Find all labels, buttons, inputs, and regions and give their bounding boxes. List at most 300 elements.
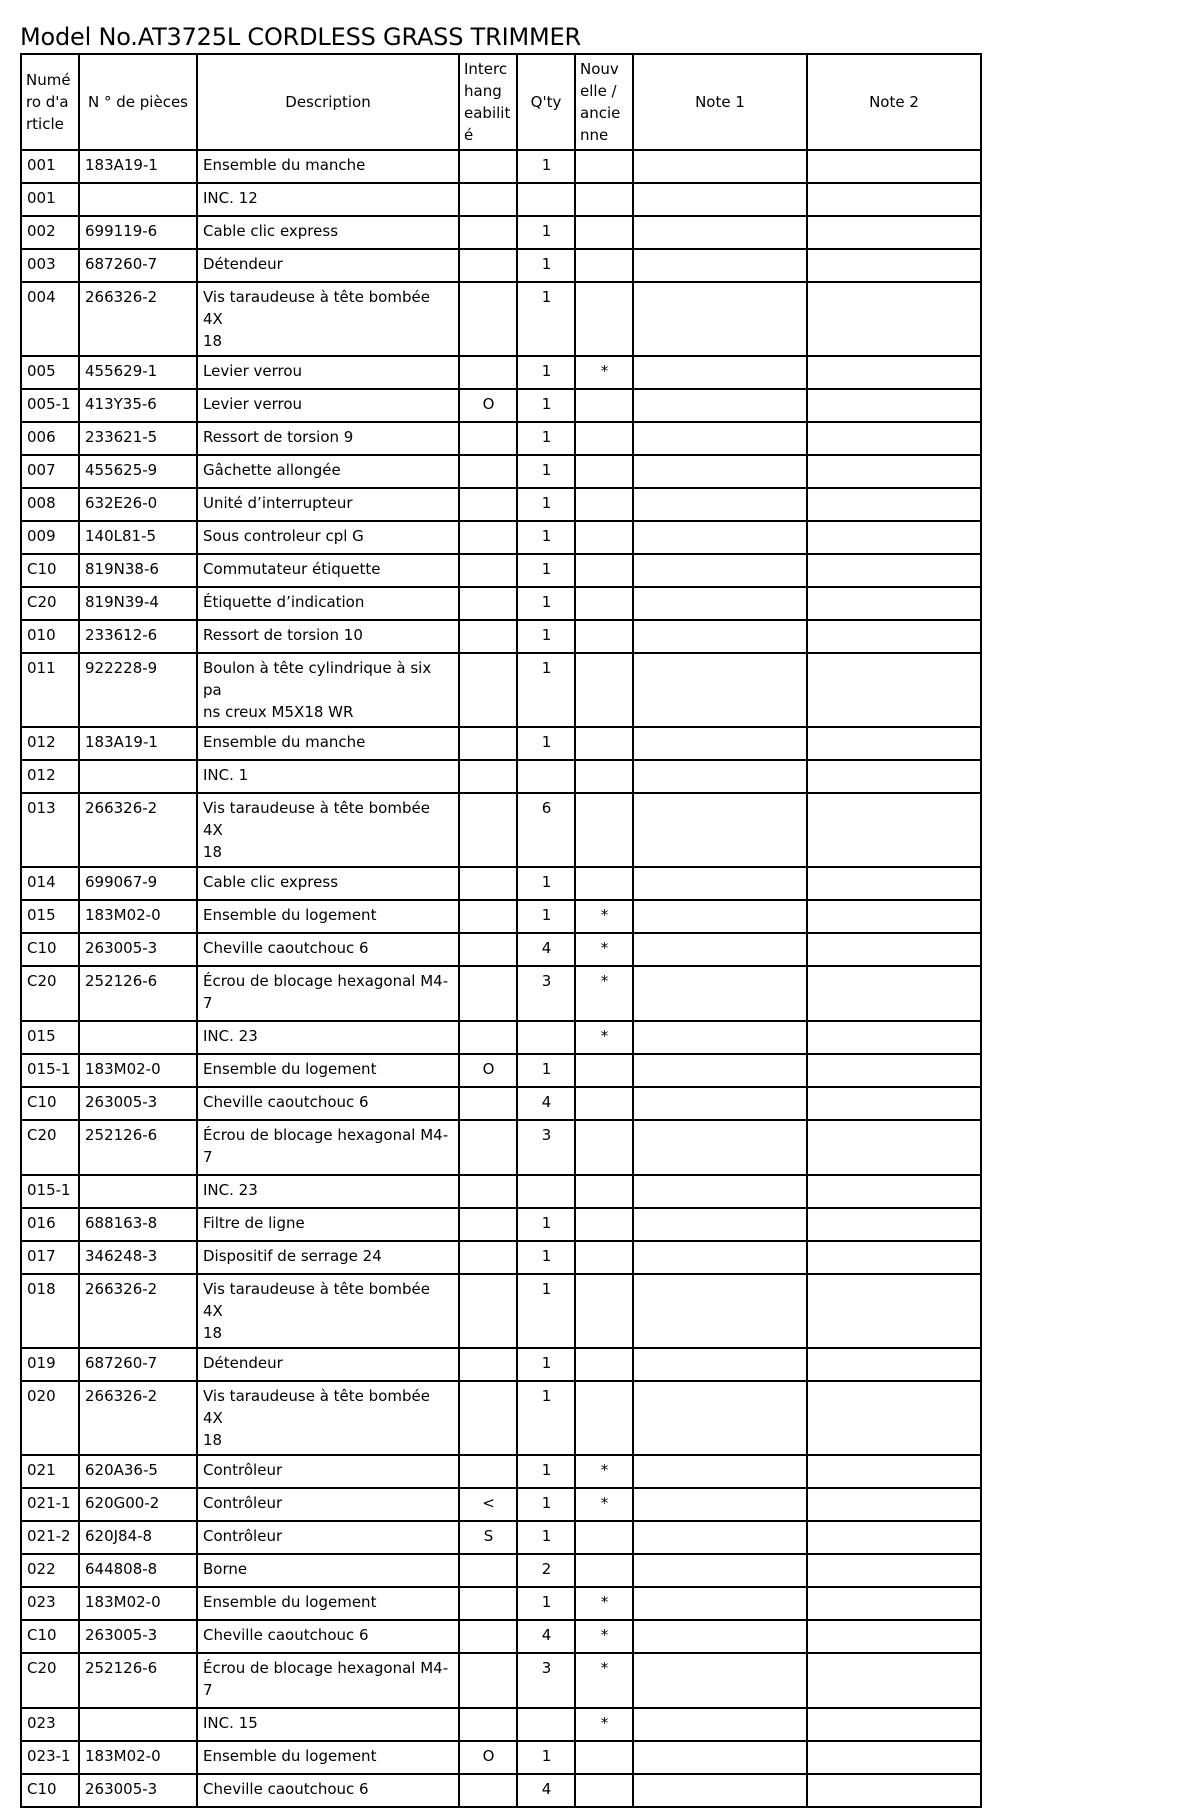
cell-note-1 bbox=[633, 1455, 807, 1488]
cell-item-no: 022 bbox=[21, 1554, 79, 1587]
cell-description: Dispositif de serrage 24 bbox=[197, 1241, 459, 1274]
cell-note-2 bbox=[807, 1381, 981, 1455]
table-row bbox=[21, 1521, 981, 1554]
cell-interchangeability bbox=[459, 1708, 517, 1741]
cell-part-no: 346248-3 bbox=[79, 1241, 197, 1274]
page-title: Model No.AT3725L CORDLESS GRASS TRIMMER bbox=[20, 23, 581, 51]
cell-qty: 3 bbox=[517, 1653, 575, 1708]
cell-qty: 1 bbox=[517, 1241, 575, 1274]
cell-part-no: 233612-6 bbox=[79, 620, 197, 653]
cell-new-old bbox=[575, 1087, 633, 1120]
cell-new-old bbox=[575, 1175, 633, 1208]
header-qty: Q'ty bbox=[517, 54, 575, 150]
cell-interchangeability bbox=[459, 867, 517, 900]
table-row bbox=[21, 1653, 981, 1708]
cell-note-1 bbox=[633, 488, 807, 521]
table-row bbox=[21, 554, 981, 587]
cell-description: Écrou de blocage hexagonal M4- 7 bbox=[197, 966, 459, 1021]
cell-note-1 bbox=[633, 249, 807, 282]
table-row bbox=[21, 653, 981, 727]
table-row bbox=[21, 1620, 981, 1653]
cell-description: Vis taraudeuse à tête bombée 4X 18 bbox=[197, 1381, 459, 1455]
cell-description: INC. 23 bbox=[197, 1175, 459, 1208]
cell-new-old bbox=[575, 760, 633, 793]
cell-item-no: C10 bbox=[21, 1620, 79, 1653]
cell-description: Unité d’interrupteur bbox=[197, 488, 459, 521]
cell-item-no: 016 bbox=[21, 1208, 79, 1241]
cell-item-no: C20 bbox=[21, 587, 79, 620]
cell-note-2 bbox=[807, 282, 981, 356]
cell-interchangeability: O bbox=[459, 389, 517, 422]
cell-new-old: * bbox=[575, 1488, 633, 1521]
cell-description: Vis taraudeuse à tête bombée 4X 18 bbox=[197, 282, 459, 356]
cell-description: INC. 15 bbox=[197, 1708, 459, 1741]
cell-interchangeability bbox=[459, 1554, 517, 1587]
cell-item-no: 010 bbox=[21, 620, 79, 653]
cell-note-2 bbox=[807, 1587, 981, 1620]
cell-note-1 bbox=[633, 1274, 807, 1348]
cell-new-old: * bbox=[575, 900, 633, 933]
cell-note-2 bbox=[807, 249, 981, 282]
cell-qty: 1 bbox=[517, 727, 575, 760]
cell-item-no: 012 bbox=[21, 760, 79, 793]
cell-note-2 bbox=[807, 1175, 981, 1208]
cell-new-old bbox=[575, 1241, 633, 1274]
cell-note-1 bbox=[633, 727, 807, 760]
cell-part-no bbox=[79, 1175, 197, 1208]
cell-qty: 1 bbox=[517, 422, 575, 455]
cell-note-1 bbox=[633, 867, 807, 900]
cell-new-old bbox=[575, 150, 633, 183]
cell-note-2 bbox=[807, 1488, 981, 1521]
table-row bbox=[21, 867, 981, 900]
cell-part-no: 922228-9 bbox=[79, 653, 197, 727]
header-note-1: Note 1 bbox=[633, 54, 807, 150]
cell-item-no: 023 bbox=[21, 1587, 79, 1620]
cell-note-1 bbox=[633, 389, 807, 422]
table-row bbox=[21, 760, 981, 793]
cell-item-no: 019 bbox=[21, 1348, 79, 1381]
cell-part-no: 233621-5 bbox=[79, 422, 197, 455]
header-item-no: Numé ro d'a rticle bbox=[21, 54, 79, 150]
cell-item-no: C20 bbox=[21, 966, 79, 1021]
cell-item-no: 017 bbox=[21, 1241, 79, 1274]
cell-note-1 bbox=[633, 150, 807, 183]
cell-note-1 bbox=[633, 966, 807, 1021]
cell-note-1 bbox=[633, 1054, 807, 1087]
cell-part-no: 620G00-2 bbox=[79, 1488, 197, 1521]
header-interchangeability: Interc hang eabilit é bbox=[459, 54, 517, 150]
cell-qty: 1 bbox=[517, 653, 575, 727]
cell-note-1 bbox=[633, 1741, 807, 1774]
cell-qty: 1 bbox=[517, 455, 575, 488]
cell-note-2 bbox=[807, 422, 981, 455]
cell-new-old: * bbox=[575, 356, 633, 389]
cell-note-2 bbox=[807, 216, 981, 249]
cell-item-no: 023 bbox=[21, 1708, 79, 1741]
cell-description: Ensemble du manche bbox=[197, 150, 459, 183]
cell-note-2 bbox=[807, 1741, 981, 1774]
cell-part-no: 140L81-5 bbox=[79, 521, 197, 554]
cell-part-no bbox=[79, 1708, 197, 1741]
cell-interchangeability bbox=[459, 554, 517, 587]
cell-part-no: 252126-6 bbox=[79, 1653, 197, 1708]
cell-note-1 bbox=[633, 455, 807, 488]
cell-note-1 bbox=[633, 1521, 807, 1554]
cell-note-1 bbox=[633, 521, 807, 554]
cell-description: Ensemble du manche bbox=[197, 727, 459, 760]
cell-part-no: 263005-3 bbox=[79, 1087, 197, 1120]
cell-interchangeability bbox=[459, 727, 517, 760]
cell-interchangeability bbox=[459, 183, 517, 216]
cell-note-2 bbox=[807, 760, 981, 793]
cell-item-no: 014 bbox=[21, 867, 79, 900]
cell-note-1 bbox=[633, 1087, 807, 1120]
cell-description: Ensemble du logement bbox=[197, 1741, 459, 1774]
cell-item-no: 004 bbox=[21, 282, 79, 356]
cell-interchangeability bbox=[459, 1620, 517, 1653]
cell-description: Ressort de torsion 10 bbox=[197, 620, 459, 653]
cell-new-old: * bbox=[575, 1653, 633, 1708]
cell-new-old bbox=[575, 1521, 633, 1554]
cell-note-1 bbox=[633, 422, 807, 455]
table-row bbox=[21, 1274, 981, 1348]
cell-description: INC. 12 bbox=[197, 183, 459, 216]
cell-note-1 bbox=[633, 1653, 807, 1708]
cell-note-2 bbox=[807, 554, 981, 587]
cell-new-old bbox=[575, 488, 633, 521]
cell-note-1 bbox=[633, 653, 807, 727]
table-row bbox=[21, 356, 981, 389]
cell-qty bbox=[517, 183, 575, 216]
cell-description: Levier verrou bbox=[197, 389, 459, 422]
cell-qty: 1 bbox=[517, 1587, 575, 1620]
cell-new-old bbox=[575, 249, 633, 282]
cell-description: Cable clic express bbox=[197, 216, 459, 249]
cell-item-no: 005-1 bbox=[21, 389, 79, 422]
cell-note-1 bbox=[633, 216, 807, 249]
cell-note-2 bbox=[807, 356, 981, 389]
cell-description: Contrôleur bbox=[197, 1488, 459, 1521]
cell-qty: 4 bbox=[517, 1774, 575, 1807]
table-row bbox=[21, 521, 981, 554]
cell-part-no: 266326-2 bbox=[79, 282, 197, 356]
cell-description: Vis taraudeuse à tête bombée 4X 18 bbox=[197, 1274, 459, 1348]
cell-note-2 bbox=[807, 1348, 981, 1381]
table-row bbox=[21, 1208, 981, 1241]
cell-note-2 bbox=[807, 1521, 981, 1554]
cell-note-2 bbox=[807, 1554, 981, 1587]
cell-item-no: 003 bbox=[21, 249, 79, 282]
table-row bbox=[21, 216, 981, 249]
cell-item-no: C10 bbox=[21, 933, 79, 966]
cell-note-1 bbox=[633, 1620, 807, 1653]
cell-description: Détendeur bbox=[197, 249, 459, 282]
cell-note-2 bbox=[807, 1054, 981, 1087]
cell-interchangeability bbox=[459, 1175, 517, 1208]
cell-part-no: 699119-6 bbox=[79, 216, 197, 249]
cell-note-2 bbox=[807, 1653, 981, 1708]
cell-part-no: 183M02-0 bbox=[79, 900, 197, 933]
cell-item-no: 015-1 bbox=[21, 1054, 79, 1087]
cell-new-old bbox=[575, 1381, 633, 1455]
cell-part-no: 263005-3 bbox=[79, 933, 197, 966]
cell-new-old bbox=[575, 521, 633, 554]
table-row bbox=[21, 620, 981, 653]
cell-interchangeability bbox=[459, 282, 517, 356]
cell-qty: 1 bbox=[517, 356, 575, 389]
cell-qty bbox=[517, 760, 575, 793]
table-row bbox=[21, 249, 981, 282]
cell-new-old bbox=[575, 1774, 633, 1807]
table-row bbox=[21, 422, 981, 455]
table-row bbox=[21, 1021, 981, 1054]
cell-new-old: * bbox=[575, 933, 633, 966]
cell-new-old bbox=[575, 1554, 633, 1587]
cell-interchangeability bbox=[459, 488, 517, 521]
cell-qty bbox=[517, 1708, 575, 1741]
cell-description: Étiquette d’indication bbox=[197, 587, 459, 620]
cell-part-no: 413Y35-6 bbox=[79, 389, 197, 422]
cell-note-1 bbox=[633, 1381, 807, 1455]
cell-qty: 1 bbox=[517, 554, 575, 587]
cell-part-no: 266326-2 bbox=[79, 793, 197, 867]
cell-description: Commutateur étiquette bbox=[197, 554, 459, 587]
table-row bbox=[21, 1120, 981, 1175]
cell-new-old: * bbox=[575, 1455, 633, 1488]
header-description: Description bbox=[197, 54, 459, 150]
cell-part-no: 687260-7 bbox=[79, 1348, 197, 1381]
cell-interchangeability bbox=[459, 455, 517, 488]
cell-new-old bbox=[575, 455, 633, 488]
cell-interchangeability bbox=[459, 1381, 517, 1455]
cell-note-2 bbox=[807, 488, 981, 521]
cell-interchangeability bbox=[459, 653, 517, 727]
cell-part-no: 699067-9 bbox=[79, 867, 197, 900]
cell-qty: 1 bbox=[517, 1455, 575, 1488]
cell-item-no: 007 bbox=[21, 455, 79, 488]
cell-note-2 bbox=[807, 900, 981, 933]
cell-note-1 bbox=[633, 620, 807, 653]
cell-note-1 bbox=[633, 1587, 807, 1620]
table-row bbox=[21, 455, 981, 488]
cell-note-1 bbox=[633, 183, 807, 216]
cell-qty: 1 bbox=[517, 1208, 575, 1241]
cell-item-no: 015 bbox=[21, 900, 79, 933]
cell-item-no: 009 bbox=[21, 521, 79, 554]
table-row bbox=[21, 793, 981, 867]
cell-new-old bbox=[575, 1120, 633, 1175]
cell-qty bbox=[517, 1021, 575, 1054]
cell-note-1 bbox=[633, 282, 807, 356]
cell-part-no: 263005-3 bbox=[79, 1774, 197, 1807]
cell-part-no bbox=[79, 183, 197, 216]
cell-part-no: 183A19-1 bbox=[79, 150, 197, 183]
cell-item-no: C10 bbox=[21, 554, 79, 587]
cell-new-old bbox=[575, 554, 633, 587]
table-row bbox=[21, 1087, 981, 1120]
cell-qty: 1 bbox=[517, 620, 575, 653]
cell-qty: 1 bbox=[517, 150, 575, 183]
cell-interchangeability bbox=[459, 966, 517, 1021]
cell-note-1 bbox=[633, 1021, 807, 1054]
cell-item-no: 023-1 bbox=[21, 1741, 79, 1774]
cell-qty: 6 bbox=[517, 793, 575, 867]
cell-interchangeability bbox=[459, 1087, 517, 1120]
header-note-2: Note 2 bbox=[807, 54, 981, 150]
cell-qty: 1 bbox=[517, 867, 575, 900]
cell-note-2 bbox=[807, 1087, 981, 1120]
cell-qty: 3 bbox=[517, 1120, 575, 1175]
cell-qty: 1 bbox=[517, 1348, 575, 1381]
cell-item-no: 018 bbox=[21, 1274, 79, 1348]
header-part-no: N ° de pièces bbox=[79, 54, 197, 150]
cell-note-2 bbox=[807, 1120, 981, 1175]
table-row bbox=[21, 966, 981, 1021]
cell-interchangeability bbox=[459, 150, 517, 183]
cell-description: Levier verrou bbox=[197, 356, 459, 389]
cell-new-old: * bbox=[575, 1021, 633, 1054]
cell-note-1 bbox=[633, 900, 807, 933]
cell-interchangeability bbox=[459, 422, 517, 455]
cell-note-1 bbox=[633, 1774, 807, 1807]
cell-note-1 bbox=[633, 793, 807, 867]
cell-part-no: 620J84-8 bbox=[79, 1521, 197, 1554]
cell-description: Cable clic express bbox=[197, 867, 459, 900]
cell-description: Ensemble du logement bbox=[197, 900, 459, 933]
cell-interchangeability bbox=[459, 521, 517, 554]
cell-item-no: 001 bbox=[21, 150, 79, 183]
parts-table bbox=[20, 53, 982, 1808]
cell-note-2 bbox=[807, 1774, 981, 1807]
cell-part-no: 183M02-0 bbox=[79, 1587, 197, 1620]
cell-interchangeability bbox=[459, 1348, 517, 1381]
cell-item-no: 021-1 bbox=[21, 1488, 79, 1521]
cell-note-2 bbox=[807, 620, 981, 653]
table-row bbox=[21, 900, 981, 933]
cell-qty: 4 bbox=[517, 933, 575, 966]
cell-part-no: 644808-8 bbox=[79, 1554, 197, 1587]
cell-interchangeability bbox=[459, 1208, 517, 1241]
cell-item-no: 015 bbox=[21, 1021, 79, 1054]
cell-qty: 1 bbox=[517, 249, 575, 282]
cell-part-no: 620A36-5 bbox=[79, 1455, 197, 1488]
table-row bbox=[21, 933, 981, 966]
cell-description: Cheville caoutchouc 6 bbox=[197, 933, 459, 966]
cell-description: Ensemble du logement bbox=[197, 1587, 459, 1620]
table-row bbox=[21, 1348, 981, 1381]
header-row bbox=[21, 54, 981, 150]
cell-qty: 1 bbox=[517, 488, 575, 521]
table-row bbox=[21, 587, 981, 620]
cell-item-no: C20 bbox=[21, 1653, 79, 1708]
cell-note-2 bbox=[807, 1455, 981, 1488]
cell-interchangeability bbox=[459, 1587, 517, 1620]
cell-note-1 bbox=[633, 554, 807, 587]
cell-note-2 bbox=[807, 1241, 981, 1274]
cell-interchangeability bbox=[459, 216, 517, 249]
cell-new-old bbox=[575, 216, 633, 249]
cell-note-1 bbox=[633, 1120, 807, 1175]
cell-qty: 2 bbox=[517, 1554, 575, 1587]
cell-item-no: 011 bbox=[21, 653, 79, 727]
cell-interchangeability bbox=[459, 1455, 517, 1488]
cell-note-1 bbox=[633, 1488, 807, 1521]
cell-item-no: 015-1 bbox=[21, 1175, 79, 1208]
cell-item-no: 006 bbox=[21, 422, 79, 455]
table-row bbox=[21, 150, 981, 183]
cell-qty: 1 bbox=[517, 282, 575, 356]
cell-new-old bbox=[575, 653, 633, 727]
cell-qty: 1 bbox=[517, 1488, 575, 1521]
cell-new-old bbox=[575, 1208, 633, 1241]
cell-new-old bbox=[575, 1274, 633, 1348]
cell-qty: 1 bbox=[517, 587, 575, 620]
cell-interchangeability bbox=[459, 1021, 517, 1054]
cell-note-2 bbox=[807, 1208, 981, 1241]
cell-interchangeability bbox=[459, 587, 517, 620]
cell-note-2 bbox=[807, 1620, 981, 1653]
cell-item-no: C10 bbox=[21, 1087, 79, 1120]
cell-description: INC. 1 bbox=[197, 760, 459, 793]
cell-interchangeability bbox=[459, 900, 517, 933]
cell-note-1 bbox=[633, 1241, 807, 1274]
cell-new-old bbox=[575, 793, 633, 867]
cell-new-old bbox=[575, 727, 633, 760]
cell-interchangeability bbox=[459, 356, 517, 389]
table-row bbox=[21, 1241, 981, 1274]
cell-note-2 bbox=[807, 933, 981, 966]
cell-description: Borne bbox=[197, 1554, 459, 1587]
cell-new-old bbox=[575, 183, 633, 216]
cell-part-no: 183A19-1 bbox=[79, 727, 197, 760]
cell-item-no: 021 bbox=[21, 1455, 79, 1488]
cell-note-1 bbox=[633, 1708, 807, 1741]
cell-description: Écrou de blocage hexagonal M4- 7 bbox=[197, 1120, 459, 1175]
cell-note-2 bbox=[807, 1708, 981, 1741]
cell-new-old: * bbox=[575, 1620, 633, 1653]
cell-new-old bbox=[575, 620, 633, 653]
cell-part-no bbox=[79, 1021, 197, 1054]
cell-interchangeability: O bbox=[459, 1054, 517, 1087]
cell-new-old bbox=[575, 282, 633, 356]
cell-note-1 bbox=[633, 1554, 807, 1587]
cell-note-2 bbox=[807, 1274, 981, 1348]
cell-note-2 bbox=[807, 966, 981, 1021]
cell-qty: 1 bbox=[517, 1054, 575, 1087]
cell-part-no: 455629-1 bbox=[79, 356, 197, 389]
cell-interchangeability bbox=[459, 1120, 517, 1175]
cell-note-1 bbox=[633, 1348, 807, 1381]
cell-item-no: 013 bbox=[21, 793, 79, 867]
cell-interchangeability: < bbox=[459, 1488, 517, 1521]
cell-new-old: * bbox=[575, 1708, 633, 1741]
cell-qty: 1 bbox=[517, 1741, 575, 1774]
cell-note-1 bbox=[633, 587, 807, 620]
cell-part-no: 183M02-0 bbox=[79, 1054, 197, 1087]
cell-new-old: * bbox=[575, 1587, 633, 1620]
cell-part-no bbox=[79, 760, 197, 793]
cell-note-2 bbox=[807, 389, 981, 422]
cell-qty: 1 bbox=[517, 1274, 575, 1348]
cell-qty bbox=[517, 1175, 575, 1208]
cell-note-2 bbox=[807, 521, 981, 554]
cell-description: Gâchette allongée bbox=[197, 455, 459, 488]
cell-new-old bbox=[575, 587, 633, 620]
cell-description: INC. 23 bbox=[197, 1021, 459, 1054]
cell-note-2 bbox=[807, 183, 981, 216]
cell-description: Contrôleur bbox=[197, 1455, 459, 1488]
